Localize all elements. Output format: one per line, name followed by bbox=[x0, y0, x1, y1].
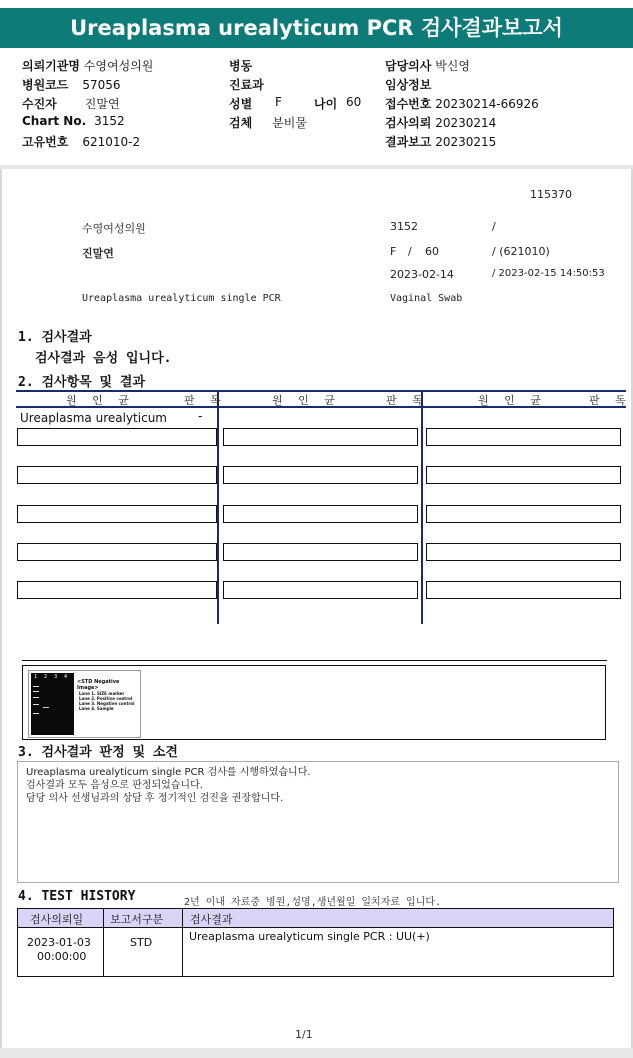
table-divider-1 bbox=[217, 390, 219, 624]
section4-title: 4. TEST HISTORY bbox=[18, 889, 136, 904]
doctor-value: 박신영 bbox=[435, 59, 470, 73]
summary-age: 60 bbox=[425, 245, 439, 258]
gel-legend-item: Lane 1. SIZE marker bbox=[79, 691, 125, 696]
summary-slash-2: / bbox=[408, 245, 412, 258]
left-edge bbox=[0, 169, 2, 1049]
gel-caption: <STD Negative Image> bbox=[77, 679, 120, 691]
patient-label: 수진자 bbox=[22, 97, 57, 111]
dept-label: 진료과 bbox=[229, 78, 264, 92]
gel-lane-4-label: 4 bbox=[64, 674, 68, 680]
history-time: 00:00:00 bbox=[37, 950, 87, 963]
result-cell bbox=[17, 428, 217, 446]
gel-band bbox=[43, 707, 49, 708]
result-cell bbox=[426, 466, 621, 484]
result-cell bbox=[223, 505, 418, 523]
history-col-divider bbox=[103, 909, 104, 976]
result-cell bbox=[426, 581, 621, 599]
report-number: 115370 bbox=[530, 188, 572, 201]
sex-label: 성별 bbox=[229, 97, 253, 111]
gel-legend bbox=[79, 691, 135, 711]
age-label: 나이 bbox=[314, 97, 338, 111]
opinion-line: 검사결과 모두 음성으로 판정되었습니다. bbox=[26, 780, 203, 791]
result-cell bbox=[426, 505, 621, 523]
col1-pathogen-header: 원 인 균 bbox=[66, 394, 135, 407]
col3-result-header: 판 독 bbox=[589, 394, 632, 407]
gel-image bbox=[28, 670, 141, 738]
chart-no-label: Chart No. bbox=[22, 114, 87, 128]
gel-panel bbox=[22, 665, 606, 740]
age-value: 60 bbox=[346, 95, 362, 109]
summary-test-name: Ureaplasma urealyticum single PCR bbox=[82, 293, 281, 304]
gel-legend-item: Lane 4. Sample bbox=[79, 706, 114, 711]
section2-title: 2. 검사항목 및 결과 bbox=[18, 375, 146, 390]
summary-sex: F bbox=[390, 245, 397, 258]
specimen-label: 검체 bbox=[229, 116, 253, 130]
col3-pathogen-header: 원 인 균 bbox=[478, 394, 547, 407]
result-cell bbox=[426, 428, 621, 446]
bottom-band bbox=[0, 1048, 633, 1058]
summary-specimen: Vaginal Swab bbox=[390, 293, 463, 304]
gel-band bbox=[33, 713, 39, 714]
gel-lane-1-label: 1 bbox=[34, 674, 38, 680]
summary-report-datetime: / 2023-02-15 14:50:53 bbox=[492, 268, 605, 279]
summary-patient: 진말연 bbox=[82, 247, 114, 260]
ward-label: 병동 bbox=[229, 59, 253, 73]
result-cell bbox=[223, 466, 418, 484]
hospital-code-value: 57056 bbox=[82, 78, 121, 92]
summary-code: / (621010) bbox=[492, 245, 550, 258]
col2-result-header: 판 독 bbox=[386, 394, 429, 407]
history-col-divider bbox=[182, 909, 183, 976]
gel-band bbox=[33, 697, 39, 698]
summary-request-date: 2023-02-14 bbox=[390, 268, 454, 281]
patient-value: 진말연 bbox=[84, 97, 120, 111]
gel-top-rule bbox=[22, 660, 607, 661]
gel-band bbox=[33, 686, 39, 687]
result-cell bbox=[223, 428, 418, 446]
section1-title: 1. 검사결과 bbox=[18, 330, 92, 345]
history-type: STD bbox=[130, 936, 153, 949]
section3-title: 3. 검사결과 판정 및 소견 bbox=[18, 745, 178, 760]
header-col3 bbox=[385, 57, 539, 152]
result-item-value: - bbox=[198, 409, 203, 423]
summary-hospital: 수영여성의원 bbox=[82, 222, 146, 235]
history-header-row bbox=[18, 909, 613, 928]
result-item-name: Ureaplasma urealyticum bbox=[20, 411, 167, 425]
unique-no-label: 고유번호 bbox=[22, 135, 69, 149]
gel-lane-3-label: 3 bbox=[54, 674, 58, 680]
header-col1 bbox=[22, 57, 153, 152]
table-divider-2 bbox=[421, 390, 423, 624]
gel-band bbox=[33, 691, 39, 692]
col2-pathogen-header: 원 인 균 bbox=[272, 394, 341, 407]
summary-slash-1: / bbox=[492, 220, 496, 233]
chart-no-value: 3152 bbox=[94, 114, 125, 128]
col1-result-header: 판 독 bbox=[184, 394, 227, 407]
result-cell bbox=[17, 505, 217, 523]
result-cell bbox=[223, 581, 418, 599]
gel-electrophoresis bbox=[31, 673, 74, 735]
history-header-type: 보고서구분 bbox=[110, 913, 164, 926]
header-divider bbox=[0, 165, 633, 169]
result-cell bbox=[17, 543, 217, 561]
result-cell bbox=[426, 543, 621, 561]
report-date-value: 20230215 bbox=[435, 135, 497, 149]
hospital-value: 수영여성의원 bbox=[83, 59, 154, 73]
hospital-label: 의뢰기관명 bbox=[22, 59, 80, 73]
gel-legend-item: Lane 2. Positive control bbox=[79, 696, 133, 701]
receipt-no-value: 20230214-66926 bbox=[435, 97, 539, 111]
sex-value: F bbox=[275, 95, 282, 109]
result-cell bbox=[17, 466, 217, 484]
unique-no-value: 621010-2 bbox=[82, 135, 141, 149]
section1-text: 검사결과 음성 입니다. bbox=[35, 351, 172, 366]
header-col2 bbox=[229, 57, 369, 133]
opinion-box bbox=[17, 761, 619, 883]
doctor-label: 담당의사 bbox=[385, 59, 432, 73]
result-cell bbox=[223, 543, 418, 561]
history-note: 2년 이내 자료중 병원,성명,생년월일 일치자료 입니다. bbox=[184, 897, 442, 908]
history-header-date: 검사의뢰일 bbox=[30, 913, 84, 926]
page-number: 1/1 bbox=[295, 1028, 313, 1041]
gel-band bbox=[33, 704, 39, 705]
request-date-value: 20230214 bbox=[435, 116, 497, 130]
request-date-label: 검사의뢰 bbox=[385, 116, 432, 130]
gel-legend-item: Lane 3. Negative control bbox=[79, 701, 135, 706]
summary-chart-no: 3152 bbox=[390, 220, 418, 233]
report-date-label: 결과보고 bbox=[385, 135, 432, 149]
history-table bbox=[17, 908, 614, 977]
history-result: Ureaplasma urealyticum single PCR : UU(+) bbox=[189, 930, 430, 943]
specimen-value: 분비물 bbox=[272, 116, 307, 130]
gel-lane-2-label: 2 bbox=[44, 674, 48, 680]
opinion-line: 담당 의사 선생님과의 상담 후 정기적인 검진을 권장합니다. bbox=[26, 793, 284, 804]
hospital-code-label: 병원코드 bbox=[22, 78, 69, 92]
history-header-result: 검사결과 bbox=[190, 913, 233, 926]
result-cell bbox=[17, 581, 217, 599]
receipt-no-label: 접수번호 bbox=[385, 97, 432, 111]
history-date: 2023-01-03 bbox=[27, 936, 91, 949]
clinical-info-label: 임상정보 bbox=[385, 78, 432, 92]
opinion-line: Ureaplasma urealyticum single PCR 검사를 시행하였습니다. bbox=[26, 767, 311, 778]
report-title: Ureaplasma urealyticum PCR 검사결과보고서 bbox=[0, 8, 633, 48]
